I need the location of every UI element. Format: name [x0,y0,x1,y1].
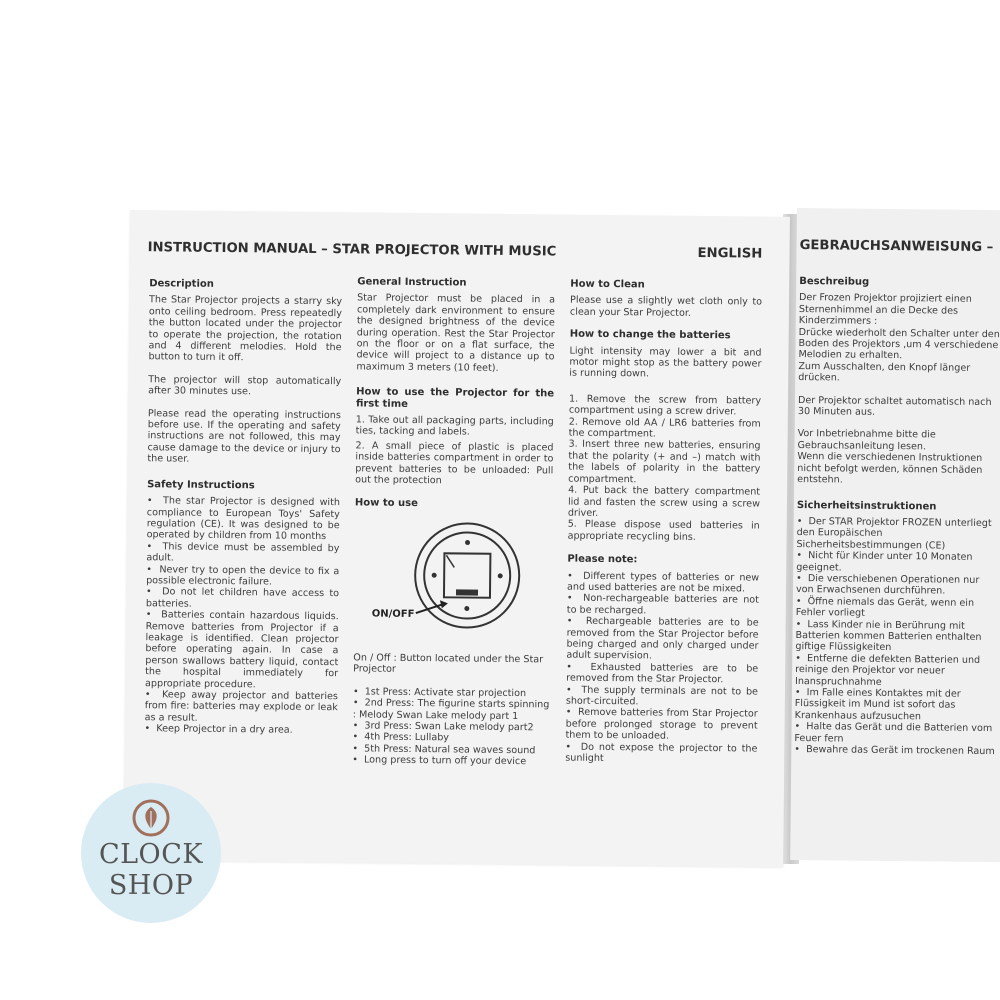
battery-intro: Light intensity may lower a bit and motor might stop as the battery power is running down. [569,345,762,380]
first-use-step-1: 1. Take out all packaging parts, including ties, tacking and labels. [355,414,554,439]
language-label: ENGLISH [697,245,763,262]
note-list [565,570,759,766]
description-heading: Description [149,278,214,290]
list-item: • Non-rechargeable batteries are not to be recharged. [567,593,759,618]
list-item: • Lass Kinder nie in Berührung mit Batterien kommen Batterien enthalten giftige Flüssigkeiten [795,619,995,655]
clean-heading: How to Clean [570,278,645,291]
list-item: • 5th Press: Natural sea waves sound [352,743,550,756]
german-title: GEBRAUCHSANWEISUNG – [799,238,994,256]
first-use-heading: How to use the Projector for the first time [355,386,555,410]
list-item: • Keep away projector and batteries from fire: batteries may explode or leak as a result. [145,689,338,725]
list-item: • Im Falle eines Kontaktes mit der Flüssigkeit im Mund ist sofort das Krankenhaus aufzusuchen [795,687,995,723]
text-line: entstehn. [797,474,843,486]
list-item: • 4th Press: Lullaby [352,732,550,745]
battery-heading: How to change the batteries [569,328,731,342]
german-safety-list [794,516,996,758]
text-line: Drücke wiederholt den Schalter unter den [798,326,1000,340]
left-page [123,210,790,867]
list-item: • Die verschiebenen Operationen nur von Erwachsenen durchführen. [796,573,996,598]
battery-step-2: 2. Remove old AA / LR6 batteries from the compartment. [568,416,761,440]
press-list [352,686,551,768]
how-to-use-heading: How to use [354,496,418,509]
first-use-step-2: 2. A small piece of plastic is placed inside batteries compartment in order to prevent batteries to be unloaded: Pull out the protection [355,440,554,487]
projector-bottom-icon [354,516,555,638]
leaf-emblem-icon [132,799,170,837]
text-line: Boden des Projektors ,um 4 verschiedene [798,338,999,352]
german-safety-heading: Sicherheitsinstruktionen [796,499,937,512]
battery-step-5: 5. Please dispose used batteries in appropriate recycling bins. [567,518,760,543]
battery-step-3: 3. Insert three new batteries, ensuring that the polarity (+ and –) match with the labels of polarity in the battery compartment. [568,439,761,486]
general-text: Star Projector must be placed in a completely dark environment to ensure the designed brightness of the device during operation. Rest the Star Projector on the floor or on a flat surface, the device will project to a distance up to maximum 3 meters (10 feet). [356,292,556,374]
logo-text-shop: SHOP [108,870,194,901]
text-line: Gebrauchsanleitung lesen. [797,439,927,453]
text-line: Vor Inbetriebnahme bitte die [797,428,936,441]
list-item: • 2nd Press: The figurine starts spinning : Melody Swan Lake melody part 1 [353,697,551,722]
text-line: Zum Ausschalten, den Knopf länger [798,360,971,374]
list-item: • Halte das Gerät und die Batterien vom Feuer fern [794,721,994,746]
logo-text-clock: CLOCK [98,839,204,870]
text-line: nicht befolgt werden, können Schäden [797,462,983,476]
right-page [790,208,1000,862]
onoff-label: ON/OFF [371,608,415,620]
clean-text: Please use a slightly wet cloth only to clean your Star Projector. [569,295,763,319]
list-item: • Do not expose the projector to the sunlight [565,741,757,766]
text-line: Wenn die verschiedenen Instruktionen [797,451,983,465]
column-general [352,276,555,768]
safety-heading: Safety Instructions [147,478,255,492]
text-line: drücken. [798,372,840,384]
auto-off-text: The projector will stop automatically after 30 minutes use. [148,374,342,398]
column-maintenance [565,279,762,766]
list-item: • Never try to open the device to fix a possible electronic failure. [146,564,339,589]
list-item: • Nicht für Kinder unter 10 Monaten geeignet. [796,550,996,575]
projector-diagram [354,516,555,638]
german-description-heading: Beschreibug [799,276,870,288]
list-item: • Different types of batteries or new and used batteries are not be mixed. [567,570,759,595]
list-item: • Öffne niemals das Gerät, wenn ein Fehler vorliegt [796,596,996,621]
list-item: • Entferne die defekten Batterien und reinige den Projektor vor neuer Inanspruchnahme [795,653,995,689]
column-description [145,278,343,737]
list-item: • Keep Projector in a dry area. [145,723,338,736]
list-item: • Rechargeable batteries are to be removed from the Star Projector before being charged and only charged under adult supervision. [566,616,758,664]
list-item: • Der STAR Projektor FROZEN unterliegt den Europäischen Sicherheitsbestimmungen (CE) [796,516,996,552]
text-line: 30 Minuten aus. [797,406,876,418]
text-line: Der Frozen Projektor projiziert einen [799,292,972,306]
read-instructions-text: Please read the operating instructions before use. If the operating and safety instructions are not followed, this may cause damage to the device or injury to the user. [147,407,341,465]
text-line: Kinderzimmers : [798,315,878,328]
clock-shop-logo [81,783,221,923]
list-item: • Long press to turn off your device [352,755,550,768]
manual-title: INSTRUCTION MANUAL – STAR PROJECTOR WITH MUSIC [147,240,557,260]
list-item: • 3rd Press: Swan Lake melody part2 [353,720,551,733]
german-column [794,276,1000,760]
list-item: • Exhausted batteries are to be removed from the Star Projector. [566,661,758,686]
text-line: Melodien zu erhalten. [798,349,903,362]
general-heading: General Instruction [357,276,467,289]
list-item: • Batteries contain hazardous liquids. Remove batteries from Projector if a leakage is identified. Clean projector before operating again. In case a person swallows battery liquid, contact the hospital immediately for appropriate procedure. [145,609,339,691]
safety-list [145,495,340,737]
onoff-text: On / Off : Button located under the Star Projector [353,652,544,676]
list-item: • The supply terminals are not to be short-circuited. [566,684,758,709]
note-heading: Please note: [567,553,638,566]
list-item: • Bewahre das Gerät im trockenen Raum [794,744,994,758]
text-line: Sternenhimmel an die Decke des [798,303,959,317]
battery-step-1: 1. Remove the screw from battery compartment using a screw driver. [568,393,762,418]
text-line: Der Projektor schaltet automatisch nach [797,394,992,408]
list-item: • Do not let children have access to batteries. [146,587,339,612]
list-item: • 1st Press: Activate star projection [353,686,551,699]
list-item: • The star Projector is designed with compliance to European Toys' Safety regulation (CE). It was designed to be operated by children from 10 months [147,495,340,543]
battery-step-4: 4. Put back the battery compartment lid and fasten the screw using a screw driver. [567,484,761,519]
description-text: The Star Projector projects a starry sky onto ceiling bedroom. Press repeatedly the button located under the projector to operate the projection, the rotation and 4 different melodies. Hold the button to turn it off. [148,294,343,364]
list-item: • Remove batteries from Star Projector before prolonged storage to prevent them to be unloaded. [565,707,757,743]
list-item: • This device must be assembled by adult. [146,541,339,566]
